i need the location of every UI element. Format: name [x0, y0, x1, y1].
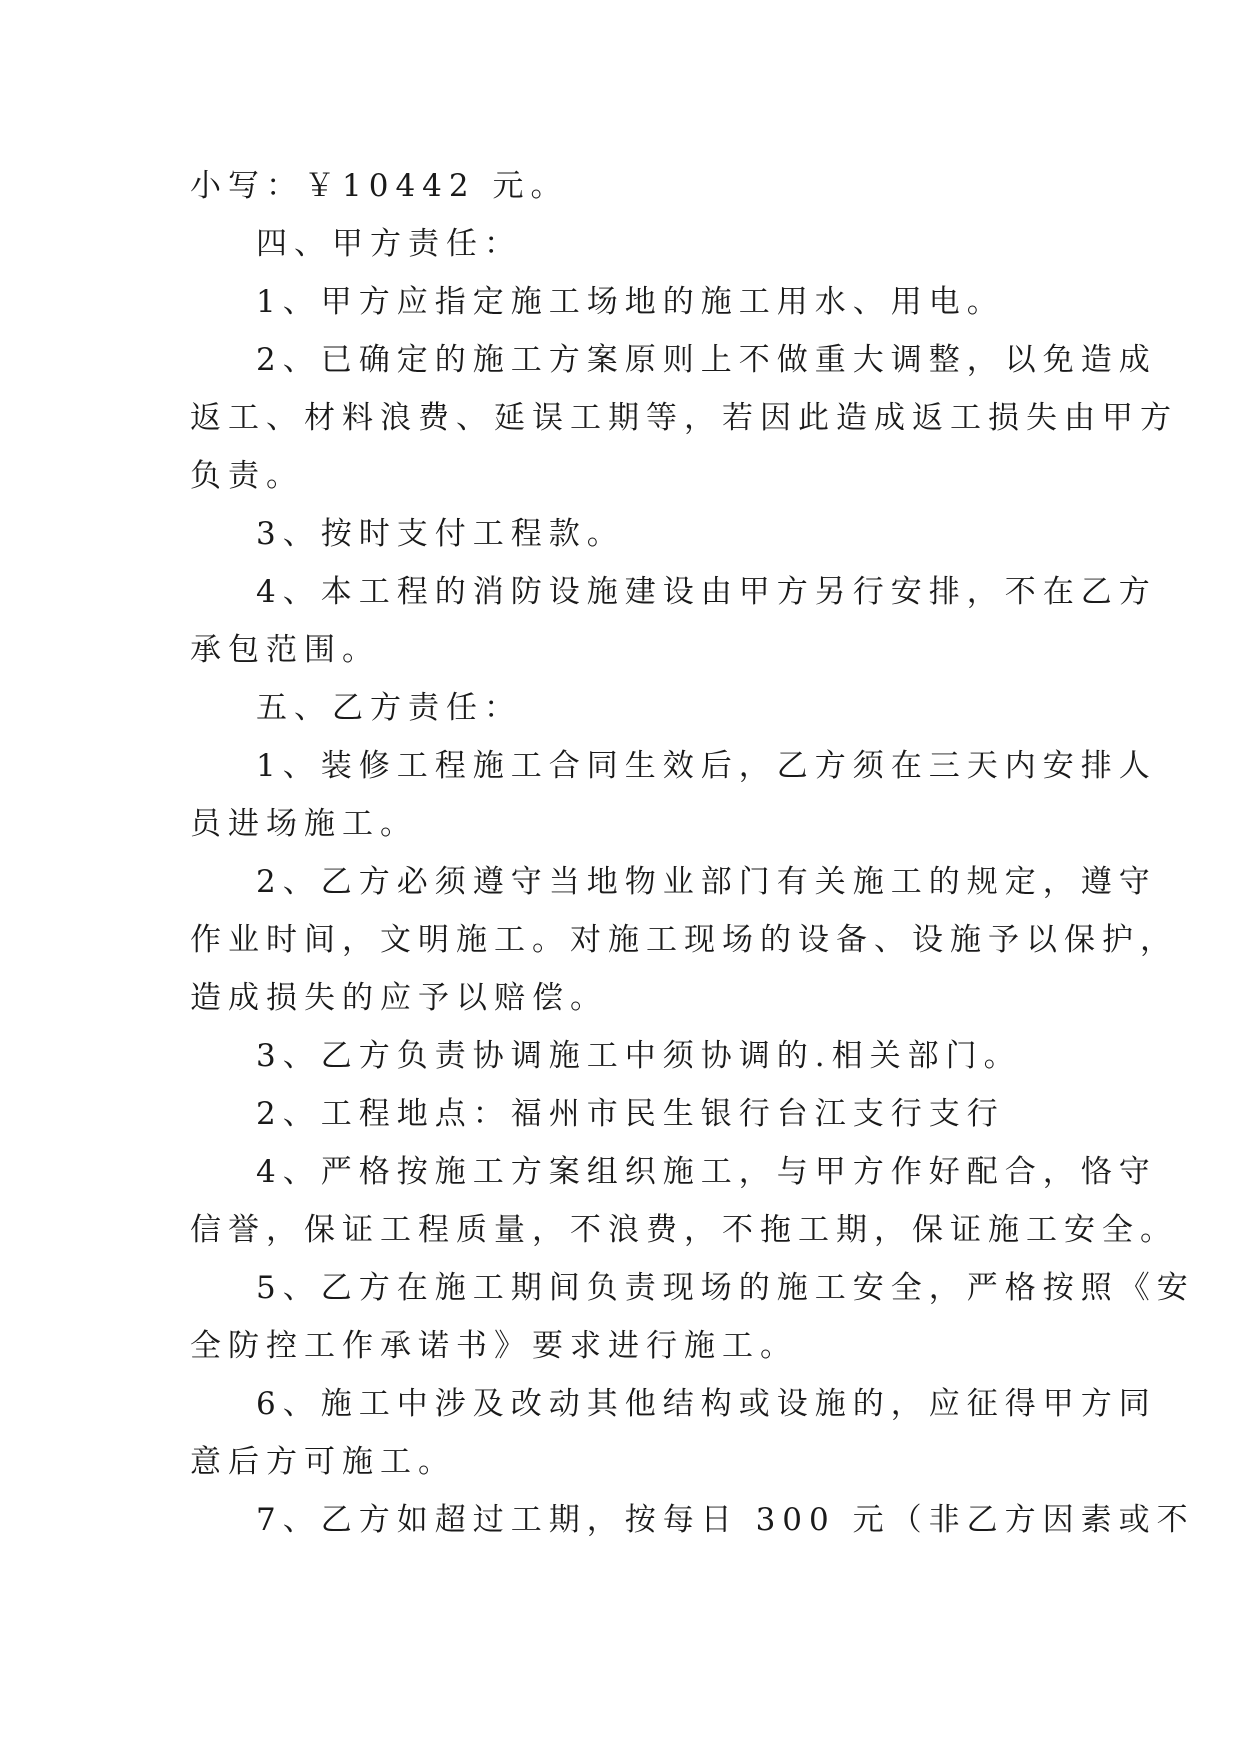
section-heading-party-a: 四、甲方责任：	[256, 226, 522, 262]
section-heading-party-b: 五、乙方责任：	[256, 690, 522, 726]
document-page	[190, 157, 1195, 1549]
text-line: 意后方可施工。	[190, 1444, 456, 1480]
text-line: 返工、材料浪费、延误工期等，若因此造成返工损失由甲方	[190, 400, 1178, 436]
text-line: 造成损失的应予以赔偿。	[190, 980, 608, 1016]
text-line: 员进场施工。	[190, 806, 418, 842]
text-line: 2、工程地点：福州市民生银行台江支行支行	[256, 1096, 1005, 1132]
text-line: 2、乙方必须遵守当地物业部门有关施工的规定，遵守	[256, 864, 1157, 900]
text-line: 4、本工程的消防设施建设由甲方另行安排，不在乙方	[256, 574, 1157, 610]
text-line: 7、乙方如超过工期，按每日 300 元（非乙方因素或不	[256, 1502, 1195, 1538]
text-line: 1、甲方应指定施工场地的施工用水、用电。	[256, 284, 1005, 320]
text-line: 3、乙方负责协调施工中须协调的.相关部门。	[256, 1038, 1022, 1074]
text-line: 作业时间，文明施工。对施工现场的设备、设施予以保护，	[190, 922, 1178, 958]
text-line: 5、乙方在施工期间负责现场的施工安全，严格按照《安	[256, 1270, 1195, 1306]
text-line: 2、已确定的施工方案原则上不做重大调整，以免造成	[256, 342, 1157, 378]
text-line-amount: 小写：￥10442 元。	[190, 168, 569, 204]
text-line: 信誉，保证工程质量，不浪费，不拖工期，保证施工安全。	[190, 1212, 1178, 1248]
text-line: 全防控工作承诺书》要求进行施工。	[190, 1328, 798, 1364]
text-line: 6、施工中涉及改动其他结构或设施的，应征得甲方同	[256, 1386, 1157, 1422]
text-line: 3、按时支付工程款。	[256, 516, 625, 552]
text-line: 1、装修工程施工合同生效后，乙方须在三天内安排人	[256, 748, 1157, 784]
text-line: 承包范围。	[190, 632, 380, 668]
text-line: 负责。	[190, 458, 304, 494]
text-line: 4、严格按施工方案组织施工，与甲方作好配合，恪守	[256, 1154, 1157, 1190]
